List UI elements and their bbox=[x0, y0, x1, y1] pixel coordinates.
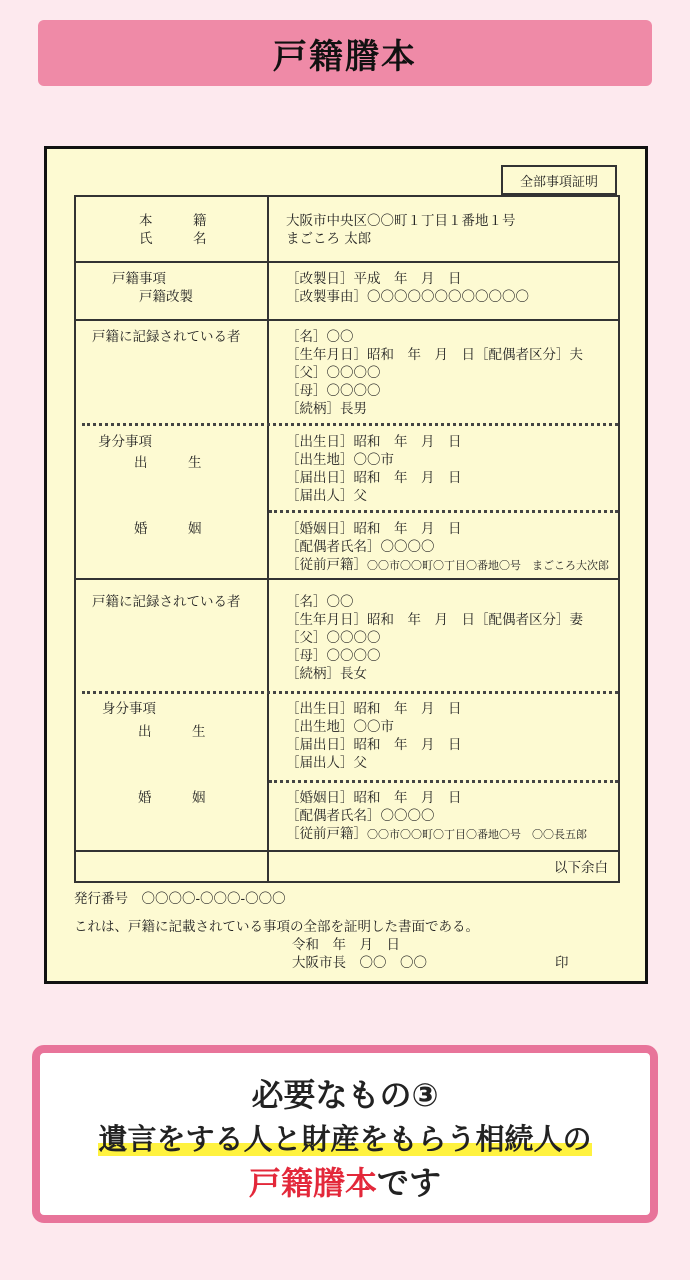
koseki-kaisei-label: 戸籍改製 bbox=[139, 289, 193, 305]
person-1-marriage-line: ［婚姻日］昭和 年 月 日 bbox=[286, 521, 462, 537]
honseki-label: 本 籍 bbox=[139, 213, 207, 229]
koseki-jiko-label: 戸籍事項 bbox=[112, 271, 166, 287]
person-1-birth-line: ［出生日］昭和 年 月 日 bbox=[286, 434, 462, 450]
person-1-birth-line: ［届出日］昭和 年 月 日 bbox=[286, 470, 462, 486]
dotted-divider bbox=[269, 780, 618, 783]
row-divider bbox=[76, 578, 618, 580]
former-koseki-value: 〇〇市〇〇町〇丁目〇番地〇号 まごころ大次郎 bbox=[367, 559, 609, 572]
name-label: 氏 名 bbox=[139, 231, 207, 247]
note-body bbox=[40, 1119, 650, 1159]
person-1-line: ［名］〇〇 bbox=[286, 329, 354, 345]
end-of-record-text: 以下余白 bbox=[554, 860, 608, 876]
person-2-marriage-label: 婚 姻 bbox=[138, 790, 206, 806]
person-1-birth-line: ［出生地］〇〇市 bbox=[286, 452, 394, 468]
person-2-birth-line: ［届出日］昭和 年 月 日 bbox=[286, 737, 462, 753]
dotted-divider bbox=[82, 423, 618, 426]
person-2-line: ［名］〇〇 bbox=[286, 594, 354, 610]
note-conclusion bbox=[40, 1163, 650, 1203]
certification-text: これは、戸籍に記載されている事項の全部を証明した書面である。 bbox=[74, 919, 479, 935]
record-table bbox=[74, 195, 620, 883]
kaisei-reason: ［改製事由］〇〇〇〇〇〇〇〇〇〇〇〇 bbox=[286, 289, 529, 305]
certificate-type-label: 全部事項証明 bbox=[501, 165, 617, 195]
mayor-line: 大阪市長 〇〇 〇〇 bbox=[292, 955, 427, 971]
issue-number: 発行番号 〇〇〇〇-〇〇〇-〇〇〇 bbox=[74, 891, 286, 907]
person-2-mibun-label: 身分事項 bbox=[102, 701, 156, 717]
person-2-marriage-line: ［配偶者氏名］〇〇〇〇 bbox=[286, 808, 435, 824]
head-name: まごころ 太郎 bbox=[286, 231, 372, 247]
person-1-line: ［生年月日］昭和 年 月 日［配偶者区分］夫 bbox=[286, 347, 583, 363]
kaisei-date: ［改製日］平成 年 月 日 bbox=[286, 271, 462, 287]
person-2-birth-line: ［出生日］昭和 年 月 日 bbox=[286, 701, 462, 717]
person-1-birth-label: 出 生 bbox=[134, 455, 202, 471]
former-koseki-label: ［従前戸籍］ bbox=[286, 826, 367, 842]
person-2-former-koseki bbox=[286, 826, 587, 843]
row-divider bbox=[76, 319, 618, 321]
note-body-text: 遺言をする人と財産をもらう相続人の bbox=[98, 1122, 592, 1156]
note-conclusion-rest: です bbox=[377, 1164, 442, 1202]
issue-date: 令和 年 月 日 bbox=[292, 937, 400, 953]
requirement-note bbox=[32, 1045, 658, 1223]
person-2-line: ［続柄］長女 bbox=[286, 666, 367, 682]
person-2-line: ［生年月日］昭和 年 月 日［配偶者区分］妻 bbox=[286, 612, 583, 628]
person-2-birth-line: ［出生地］〇〇市 bbox=[286, 719, 394, 735]
note-heading: 必要なもの③ bbox=[251, 1076, 439, 1114]
row-divider bbox=[76, 261, 618, 263]
person-1-line: ［父］〇〇〇〇 bbox=[286, 365, 381, 381]
former-koseki-label: ［従前戸籍］ bbox=[286, 557, 367, 573]
person-1-birth-line: ［届出人］父 bbox=[286, 488, 367, 504]
person-2-line: ［母］〇〇〇〇 bbox=[286, 648, 381, 664]
person-1-mibun-label: 身分事項 bbox=[98, 434, 152, 450]
person-1-marriage-label: 婚 姻 bbox=[134, 521, 202, 537]
dotted-divider bbox=[269, 510, 618, 513]
person-2-marriage-line: ［婚姻日］昭和 年 月 日 bbox=[286, 790, 462, 806]
person-2-label: 戸籍に記録されている者 bbox=[92, 594, 241, 610]
person-1-marriage-line: ［配偶者氏名］〇〇〇〇 bbox=[286, 539, 435, 555]
person-2-birth-label: 出 生 bbox=[138, 724, 206, 740]
column-divider bbox=[267, 197, 269, 881]
person-2-line: ［父］〇〇〇〇 bbox=[286, 630, 381, 646]
person-2-birth-line: ［届出人］父 bbox=[286, 755, 367, 771]
person-1-label: 戸籍に記録されている者 bbox=[92, 329, 241, 345]
person-1-line: ［母］〇〇〇〇 bbox=[286, 383, 381, 399]
person-1-line: ［続柄］長男 bbox=[286, 401, 367, 417]
dotted-divider bbox=[82, 691, 618, 694]
former-koseki-value: 〇〇市〇〇町〇丁目〇番地〇号 〇〇長五郎 bbox=[367, 828, 587, 841]
person-1-former-koseki bbox=[286, 557, 609, 574]
row-divider bbox=[76, 850, 618, 852]
note-highlight-word: 戸籍謄本 bbox=[248, 1164, 377, 1202]
seal-mark: 印 bbox=[555, 955, 569, 971]
honseki-address: 大阪市中央区〇〇町１丁目１番地１号 bbox=[286, 213, 516, 229]
page-title: 戸籍謄本 bbox=[38, 20, 652, 86]
koseki-document bbox=[44, 146, 648, 984]
